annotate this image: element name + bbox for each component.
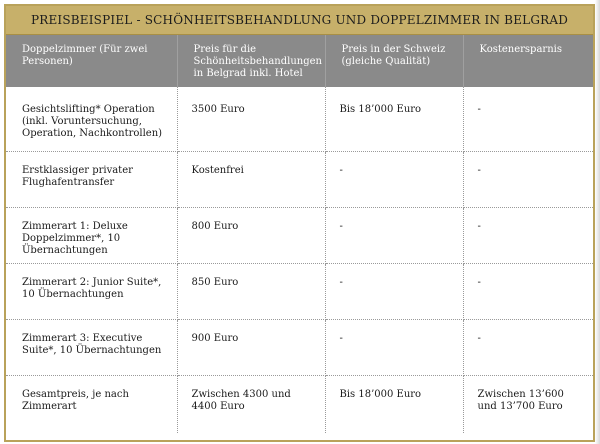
cell-price-belgrade: 3500 Euro	[177, 87, 325, 151]
cell-savings: -	[463, 263, 593, 319]
cell-price-switzerland: -	[325, 319, 463, 375]
table-row	[6, 263, 593, 319]
price-table-frame	[4, 4, 595, 442]
table-row	[6, 207, 593, 263]
cell-item: Zimmerart 3: Executive Suite*, 10 Übernachtungen	[6, 319, 177, 375]
table-row	[6, 319, 593, 375]
header-savings: Kostenersparnis	[463, 35, 593, 87]
cell-price-belgrade: Kostenfrei	[177, 151, 325, 207]
cell-savings: Zwischen 13’600 und 13’700 Euro	[477, 388, 564, 412]
page-edge-shadow	[595, 0, 600, 444]
cell-price-switzerland: -	[325, 151, 463, 207]
cell-price-switzerland: -	[325, 263, 463, 319]
cell-price-belgrade: 850 Euro	[177, 263, 325, 319]
cell-price-switzerland: Bis 18’000 Euro	[325, 87, 463, 151]
cell-item: Zimmerart 2: Junior Suite*, 10 Übernachtungen	[6, 263, 177, 319]
header-price-switzerland: Preis in der Schweiz (gleiche Qualität)	[325, 35, 463, 87]
cell-savings: -	[463, 319, 593, 375]
cell-price-belgrade: 800 Euro	[177, 207, 325, 263]
table-row	[6, 151, 593, 207]
price-table	[6, 35, 593, 433]
cell-item: Gesichtslifting* Operation (inkl. Voruntersuchung, Operation, Nachkontrollen)	[6, 87, 177, 151]
cell-savings: -	[463, 151, 593, 207]
cell-item: Zimmerart 1: Deluxe Doppelzimmer*, 10 Übernachtungen	[6, 207, 177, 263]
cell-item: Erstklassiger privater Flughafentransfer	[6, 151, 177, 207]
header-price-belgrade: Preis für die Schönheitsbehandlungen in Belgrad inkl. Hotel	[177, 35, 325, 87]
table-row-total	[6, 375, 593, 433]
cell-item: Gesamtpreis, je nach Zimmerart	[6, 375, 177, 433]
cell-savings: -	[463, 207, 593, 263]
cell-price-switzerland: Bis 18’000 Euro	[325, 375, 463, 433]
cell-price-switzerland: -	[325, 207, 463, 263]
header-row	[6, 35, 593, 87]
cell-price-belgrade: 900 Euro	[177, 319, 325, 375]
header-room-type: Doppelzimmer (Für zwei Personen)	[6, 35, 177, 87]
cell-price-belgrade: Zwischen 4300 und 4400 Euro	[177, 375, 325, 433]
table-title: PREISBEISPIEL - SCHÖNHEITSBEHANDLUNG UND DOPPELZIMMER IN BELGRAD	[6, 6, 593, 35]
cell-savings: -	[463, 87, 593, 151]
table-row	[6, 87, 593, 151]
